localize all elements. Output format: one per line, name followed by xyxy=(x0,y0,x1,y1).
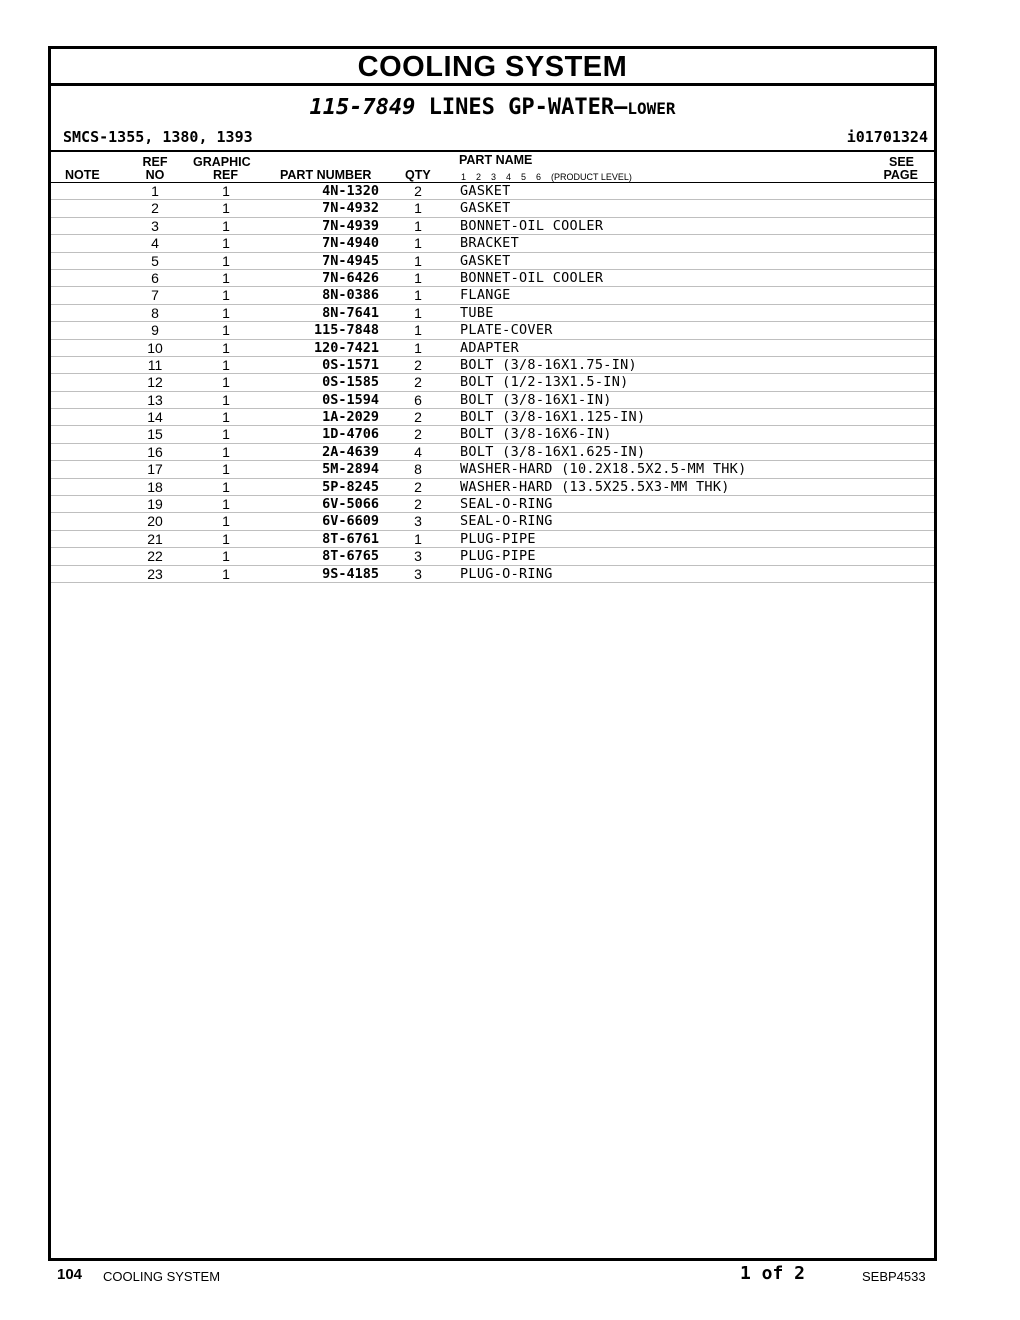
table-row xyxy=(51,322,934,339)
ref-no-cell: 3 xyxy=(151,217,159,234)
part-name-cell: FLANGE xyxy=(460,287,511,304)
col-product-levels: 1 2 3 4 5 6 (PRODUCT LEVEL) xyxy=(461,172,632,182)
qty-cell: 1 xyxy=(414,287,422,304)
part-name-cell: BOLT (3/8-16X1.75-IN) xyxy=(460,356,637,373)
col-ref-bottom: NO xyxy=(145,168,165,182)
qty-cell: 2 xyxy=(414,426,422,443)
graphic-ref-cell: 1 xyxy=(222,426,230,443)
part-number-cell: 7N-4940 xyxy=(322,235,379,252)
qty-cell: 1 xyxy=(414,252,422,269)
qty-cell: 3 xyxy=(414,513,422,530)
part-name-cell: BOLT (3/8-16X1-IN) xyxy=(460,391,612,408)
part-number-cell: 120-7421 xyxy=(313,339,379,356)
table-row xyxy=(51,374,934,391)
graphic-ref-cell: 1 xyxy=(222,478,230,495)
part-name-cell: SEAL-O-RING xyxy=(460,513,553,530)
col-see-top: SEE xyxy=(888,155,914,169)
ref-no-cell: 20 xyxy=(147,513,163,530)
part-name-cell: BRACKET xyxy=(460,235,519,252)
page-footer xyxy=(0,1263,1020,1287)
table-header xyxy=(51,152,934,183)
qty-cell: 2 xyxy=(414,478,422,495)
group-qualifier: LOWER xyxy=(627,99,676,118)
table-row xyxy=(51,566,934,583)
part-number-cell: 1D-4706 xyxy=(322,426,379,443)
part-name-cell: BOLT (3/8-16X1.625-IN) xyxy=(460,443,646,460)
table-row xyxy=(51,426,934,443)
group-name: LINES GP-WATER xyxy=(428,95,615,120)
graphic-ref-cell: 1 xyxy=(222,356,230,373)
part-name-cell: BONNET-OIL COOLER xyxy=(460,217,604,234)
ref-no-cell: 8 xyxy=(151,304,159,321)
col-part-number: PART NUMBER xyxy=(280,168,372,182)
ref-no-cell: 12 xyxy=(147,374,163,391)
col-note: NOTE xyxy=(65,168,100,182)
qty-cell: 3 xyxy=(414,548,422,565)
ref-no-cell: 4 xyxy=(151,235,159,252)
part-number-cell: 4N-1320 xyxy=(322,183,379,199)
qty-cell: 4 xyxy=(414,443,422,460)
table-row xyxy=(51,270,934,287)
graphic-ref-cell: 1 xyxy=(222,461,230,478)
qty-cell: 2 xyxy=(414,356,422,373)
part-name-cell: PLUG-PIPE xyxy=(460,530,536,547)
graphic-ref-cell: 1 xyxy=(222,513,230,530)
table-row xyxy=(51,496,934,513)
table-row xyxy=(51,479,934,496)
footer-section: COOLING SYSTEM xyxy=(103,1269,221,1284)
part-name-cell: GASKET xyxy=(460,200,511,217)
group-title xyxy=(51,94,934,122)
table-row xyxy=(51,253,934,270)
table-row xyxy=(51,461,934,478)
qty-cell: 2 xyxy=(414,409,422,426)
table-row xyxy=(51,444,934,461)
part-number-cell: 0S-1594 xyxy=(322,391,379,408)
table-row xyxy=(51,200,934,217)
qty-cell: 1 xyxy=(414,339,422,356)
group-part-number: 115-7849 xyxy=(309,95,416,120)
ref-no-cell: 21 xyxy=(147,530,163,547)
graphic-ref-cell: 1 xyxy=(222,287,230,304)
ref-no-cell: 9 xyxy=(151,322,159,339)
page-title: COOLING SYSTEM xyxy=(51,49,934,86)
ref-no-cell: 19 xyxy=(147,496,163,513)
table-row xyxy=(51,409,934,426)
part-number-cell: 6V-6609 xyxy=(322,513,379,530)
qty-cell: 1 xyxy=(414,304,422,321)
part-number-cell: 1A-2029 xyxy=(322,409,379,426)
part-number-cell: 8T-6761 xyxy=(322,530,379,547)
part-name-cell: PLUG-PIPE xyxy=(460,548,536,565)
table-row xyxy=(51,183,934,200)
part-name-cell: BOLT (1/2-13X1.5-IN) xyxy=(460,374,629,391)
footer-document: SEBP4533 xyxy=(862,1269,926,1284)
table-row xyxy=(51,287,934,304)
part-number-cell: 2A-4639 xyxy=(322,443,379,460)
part-name-cell: PLUG-O-RING xyxy=(460,565,553,582)
col-see-bottom: PAGE xyxy=(883,168,918,182)
smcs-codes: SMCS-1355, 1380, 1393 xyxy=(63,128,253,146)
qty-cell: 8 xyxy=(414,461,422,478)
part-name-cell: WASHER-HARD (13.5X25.5X3-MM THK) xyxy=(460,478,730,495)
part-number-cell: 8N-7641 xyxy=(322,304,379,321)
part-name-cell: BOLT (3/8-16X6-IN) xyxy=(460,426,612,443)
qty-cell: 6 xyxy=(414,391,422,408)
part-number-cell: 9S-4185 xyxy=(322,565,379,582)
qty-cell: 1 xyxy=(414,217,422,234)
part-number-cell: 8T-6765 xyxy=(322,548,379,565)
ref-no-cell: 23 xyxy=(147,565,163,582)
ref-no-cell: 22 xyxy=(147,548,163,565)
qty-cell: 2 xyxy=(414,374,422,391)
part-number-cell: 8N-0386 xyxy=(322,287,379,304)
part-name-cell: GASKET xyxy=(460,183,511,199)
qty-cell: 1 xyxy=(414,200,422,217)
graphic-ref-cell: 1 xyxy=(222,183,230,199)
part-number-cell: 5M-2894 xyxy=(322,461,379,478)
group-dash: — xyxy=(614,95,628,120)
graphic-ref-cell: 1 xyxy=(222,496,230,513)
graphic-ref-cell: 1 xyxy=(222,304,230,321)
part-name-cell: GASKET xyxy=(460,252,511,269)
graphic-ref-cell: 1 xyxy=(222,548,230,565)
part-number-cell: 115-7848 xyxy=(313,322,379,339)
table-row xyxy=(51,548,934,565)
table-row xyxy=(51,235,934,252)
ref-no-cell: 18 xyxy=(147,478,163,495)
part-name-cell: TUBE xyxy=(460,304,494,321)
part-number-cell: 7N-4945 xyxy=(322,252,379,269)
graphic-ref-cell: 1 xyxy=(222,322,230,339)
footer-page-number: 104 xyxy=(57,1266,83,1283)
table-row xyxy=(51,357,934,374)
page-frame xyxy=(48,46,937,1261)
ref-no-cell: 7 xyxy=(151,287,159,304)
ref-no-cell: 5 xyxy=(151,252,159,269)
footer-sheet: 1 of 2 xyxy=(740,1263,806,1284)
ref-no-cell: 15 xyxy=(147,426,163,443)
graphic-ref-cell: 1 xyxy=(222,252,230,269)
table-row xyxy=(51,340,934,357)
qty-cell: 1 xyxy=(414,322,422,339)
qty-cell: 3 xyxy=(414,565,422,582)
ref-no-cell: 11 xyxy=(147,356,163,373)
ref-no-cell: 1 xyxy=(151,183,159,199)
graphic-ref-cell: 1 xyxy=(222,200,230,217)
part-number-cell: 0S-1571 xyxy=(322,356,379,373)
col-part-name: PART NAME xyxy=(459,153,533,167)
table-row xyxy=(51,218,934,235)
ref-no-cell: 17 xyxy=(147,461,163,478)
part-name-cell: WASHER-HARD (10.2X18.5X2.5-MM THK) xyxy=(460,461,747,478)
col-ref-top: REF xyxy=(142,155,168,169)
graphic-ref-cell: 1 xyxy=(222,374,230,391)
part-number-cell: 5P-8245 xyxy=(322,478,379,495)
part-name-cell: BONNET-OIL COOLER xyxy=(460,269,604,286)
qty-cell: 2 xyxy=(414,183,422,199)
part-number-cell: 0S-1585 xyxy=(322,374,379,391)
part-number-cell: 7N-4932 xyxy=(322,200,379,217)
graphic-ref-cell: 1 xyxy=(222,530,230,547)
table-row xyxy=(51,305,934,322)
qty-cell: 1 xyxy=(414,530,422,547)
col-graphic-top: GRAPHIC xyxy=(193,155,251,169)
graphic-ref-cell: 1 xyxy=(222,217,230,234)
col-graphic-bottom: REF xyxy=(213,168,238,182)
parts-table xyxy=(51,183,934,583)
ref-no-cell: 2 xyxy=(151,200,159,217)
graphic-ref-cell: 1 xyxy=(222,339,230,356)
graphic-ref-cell: 1 xyxy=(222,235,230,252)
part-number-cell: 7N-4939 xyxy=(322,217,379,234)
part-number-cell: 7N-6426 xyxy=(322,269,379,286)
ref-no-cell: 10 xyxy=(147,339,163,356)
table-row xyxy=(51,392,934,409)
graphic-ref-cell: 1 xyxy=(222,565,230,582)
qty-cell: 1 xyxy=(414,235,422,252)
graphic-ref-cell: 1 xyxy=(222,409,230,426)
graphic-ref-cell: 1 xyxy=(222,269,230,286)
part-number-cell: 6V-5066 xyxy=(322,496,379,513)
qty-cell: 1 xyxy=(414,269,422,286)
table-row xyxy=(51,531,934,548)
graphic-ref-cell: 1 xyxy=(222,443,230,460)
illustration-id: i01701324 xyxy=(846,128,928,146)
qty-cell: 2 xyxy=(414,496,422,513)
ref-no-cell: 14 xyxy=(147,409,163,426)
part-name-cell: SEAL-O-RING xyxy=(460,496,553,513)
ref-no-cell: 13 xyxy=(147,391,163,408)
part-name-cell: ADAPTER xyxy=(460,339,519,356)
ref-no-cell: 6 xyxy=(151,269,159,286)
ref-no-cell: 16 xyxy=(147,443,163,460)
part-name-cell: PLATE-COVER xyxy=(460,322,553,339)
graphic-ref-cell: 1 xyxy=(222,391,230,408)
table-row xyxy=(51,513,934,530)
smcs-row xyxy=(51,128,934,150)
part-name-cell: BOLT (3/8-16X1.125-IN) xyxy=(460,409,646,426)
col-qty: QTY xyxy=(405,168,431,182)
